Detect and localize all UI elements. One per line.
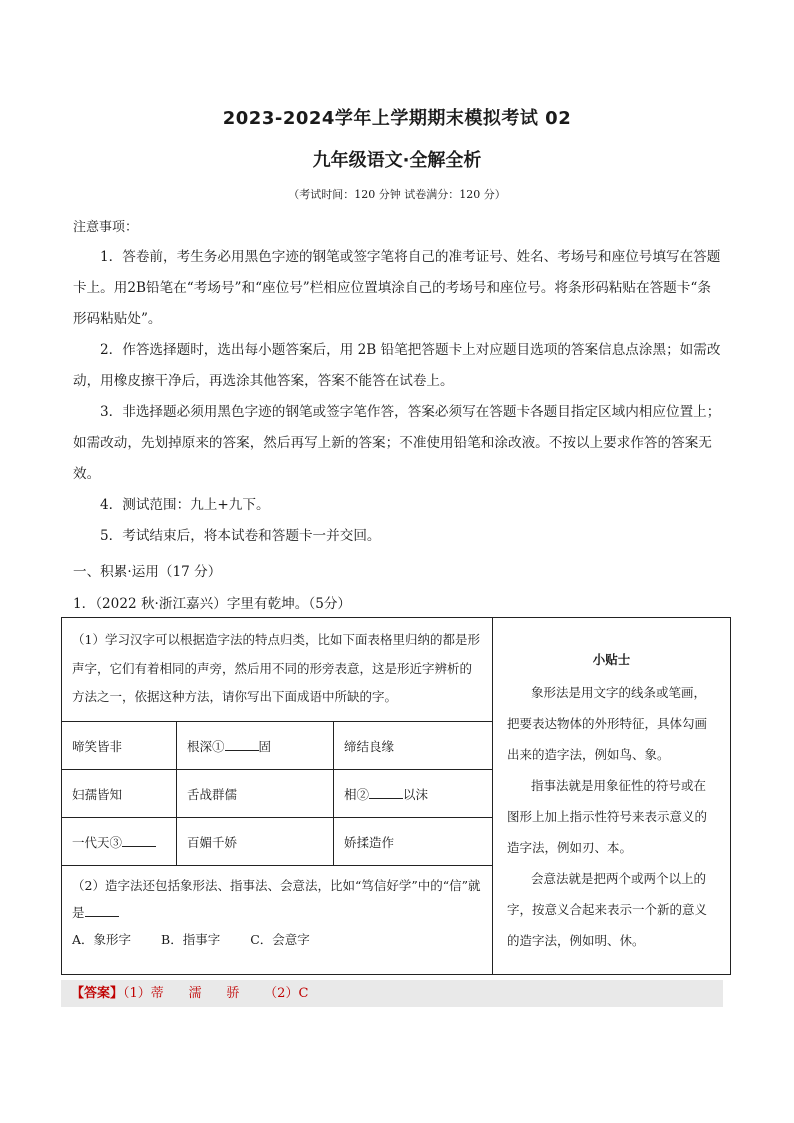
- notice-heading: 注意事项：: [73, 220, 139, 235]
- grid-cell: 啼笑皆非: [62, 722, 177, 770]
- option-b: B．指事字: [161, 932, 221, 947]
- notice-item-3: 3．非选择题必须用黑色字迹的钢笔或签字笔作答，答案必须写在答题卡各题目指定区域内相应位置上；如需改动，先划掉原来的答案，然后再写上新的答案；不准使用铅笔和涂改液。不按以上要求作答的答案无效。: [73, 404, 721, 482]
- notice-item-2: 2．作答选择题时，选出每小题答案后，用 2B 铅笔把答题卡上对应题目选项的答案信息点涂黑；如需改动，用橡皮擦干净后，再选涂其他答案，答案不能答在试卷上。: [73, 342, 721, 389]
- answer-label: 【答案】: [71, 986, 124, 1001]
- grid-cell: 相② 以沫: [334, 770, 493, 818]
- grid-cell: 缔结良缘: [334, 722, 493, 770]
- exam-subtitle: 九年级语文·全解全析: [312, 150, 482, 171]
- tips-paragraph: 象形法是用文字的线条或笔画，把要表达物体的外形特征，具体勾画出来的造字法，例如鸟、象。: [507, 685, 708, 762]
- grid-cell: 一代天③: [62, 818, 177, 866]
- tips-paragraph: 指事法就是用象征性的符号或在图形上加上指示性符号来表示意义的造字法，例如刃、本。: [507, 778, 708, 855]
- exam-info: （考试时间：120 分钟 试卷满分：120 分）: [288, 188, 506, 201]
- option-c: C．会意字: [250, 932, 310, 947]
- part2: [62, 866, 493, 975]
- grid-cell: 百媚千娇: [177, 818, 334, 866]
- tips-sidebar: [493, 618, 731, 975]
- grid-cell: 舌战群儒: [177, 770, 334, 818]
- options: [72, 926, 482, 953]
- answer-blank-4[interactable]: [85, 904, 119, 917]
- option-a: A．象形字: [72, 932, 132, 947]
- grid-cell: 根深① 固: [177, 722, 334, 770]
- part1-intro: （1）学习汉字可以根据造字法的特点归类，比如下面表格里归纳的都是形声字，它们有着相同的声旁，然后用不同的形旁表意，这是形近字辨析的方法之一，依据这种方法，请你写出下面成语中所缺的字。: [62, 618, 493, 722]
- tips-paragraph: 会意法就是把两个或两个以上的字，按意义合起来表示一个新的意义的造字法，例如明、休。: [507, 871, 708, 948]
- exam-title: 2023-2024学年上学期期末模拟考试 02: [222, 108, 572, 129]
- question-1-stem: 1．（2022 秋·浙江嘉兴）字里有乾坤。（5分）: [73, 596, 352, 612]
- section-title: 一、积累·运用（17 分）: [73, 564, 222, 580]
- answer-blank-3[interactable]: [122, 834, 156, 847]
- answer-blank-2[interactable]: [369, 786, 403, 799]
- notice-item-4: 4．测试范围：九上+九下。: [100, 497, 270, 513]
- question-1-table: [61, 617, 731, 975]
- answer-bar: [61, 980, 723, 1007]
- part2-text: （2）造字法还包括象形法、指事法、会意法，比如“笃信好学”中的“信”就是: [72, 878, 481, 920]
- answer-blank-1[interactable]: [225, 738, 259, 751]
- notice-item-5: 5．考试结束后，将本试卷和答题卡一并交回。: [100, 528, 381, 544]
- answer-value: （1）蒂 濡 骄 （2）C: [123, 986, 309, 1001]
- grid-cell: 娇揉造作: [334, 818, 493, 866]
- tips-title: 小贴士: [592, 652, 631, 667]
- notice-item-1: 1．答卷前，考生务必用黑色字迹的钢笔或签字笔将自己的准考证号、姓名、考场号和座位号填写在答题卡上。用2B铅笔在“考场号”和“座位号”栏相应位置填涂自己的考场号和座位号。将条形码粘贴在答题卡“条形码粘贴处”。: [73, 249, 721, 327]
- grid-cell: 妇孺皆知: [62, 770, 177, 818]
